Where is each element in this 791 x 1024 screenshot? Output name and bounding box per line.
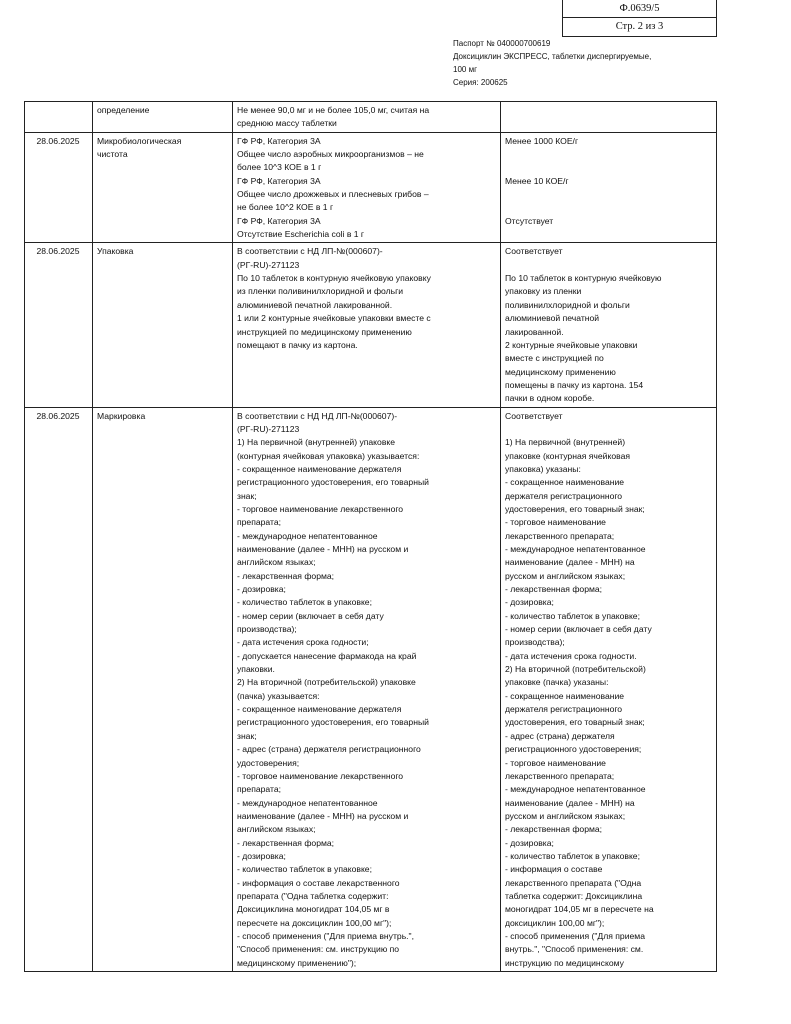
cell-text-line: - количество таблеток в упаковке;: [237, 864, 372, 875]
cell-text-line: - лекарственная форма;: [237, 837, 335, 848]
result-cell: [501, 407, 717, 971]
cell-text-line: наименование (далее - МНН) на русском и: [237, 544, 409, 554]
cell-text-line: - торговое наименование: [505, 517, 606, 528]
cell-text-line: Отсутствует: [505, 215, 554, 226]
cell-text-line: Общее число дрожжевых и плесневых грибов –: [237, 189, 429, 200]
cell-text-line: пачки в одном коробе.: [505, 393, 595, 404]
analysis-table: [24, 101, 717, 972]
cell-text-line: доксициклин 100,00 мг");: [505, 917, 605, 928]
cell-text-line: - дата истечения срока годности.: [505, 650, 637, 661]
cell-text-line: Общее число аэробных микроорганизмов – не: [237, 149, 424, 160]
cell-text-line: 2) На вторичной (потребительской): [505, 664, 646, 675]
page-counter: Стр. 2 из 3: [615, 21, 664, 32]
cell-text-line: (пачка) указывается:: [237, 690, 320, 701]
cell-text-line: из пленки поливинилхлоридной и фольги: [237, 286, 404, 297]
cell-text-line: удостоверения, его товарный знак;: [505, 503, 645, 514]
cell-text-line: "Способ применения: см. инструкцию по: [237, 944, 400, 955]
cell-text-line: таблетка содержит: Доксициклина: [505, 890, 643, 901]
series-number: Серия: 200625: [453, 78, 508, 87]
cell-text-line: ГФ РФ, Категория 3А: [237, 175, 321, 186]
cell-text-line: - торговое наименование: [505, 757, 606, 768]
cell-text-line: [505, 161, 713, 174]
table-row: [25, 407, 717, 971]
cell-text-line: - лекарственная форма;: [237, 570, 335, 581]
cell-text-line: упаковку из пленки: [505, 286, 582, 297]
passport-header: [453, 37, 713, 89]
cell-text-line: внутрь.", "Способ применения: см.: [505, 944, 644, 955]
cell-text-line: знак;: [237, 730, 257, 741]
table-row: [25, 132, 717, 243]
test-name-cell: [93, 132, 233, 243]
cell-text-line: производства);: [505, 637, 565, 648]
cell-text-line: русском и английском языках;: [505, 570, 626, 581]
cell-text-line: Отсутствие Escherichia coli в 1 г: [237, 229, 365, 240]
table-row: [25, 243, 717, 407]
cell-text-line: 1 или 2 контурные ячейковые упаковки вместе с: [237, 313, 431, 324]
form-code: Ф.0639/5: [563, 0, 716, 18]
cell-text-line: алюминиевой печатной: [505, 313, 600, 324]
cell-text-line: среднюю массу таблетки: [237, 118, 337, 129]
result-cell: [501, 243, 717, 407]
cell-text-line: лакированной.: [505, 326, 564, 337]
cell-text-line: моногидрат 104,05 мг в пересчете на: [505, 904, 654, 915]
cell-text-line: В соответствии с НД НД ЛП-№(000607)-: [237, 410, 398, 421]
cell-text-line: наименование (далее - МНН) на русском и: [237, 810, 409, 821]
cell-text-line: медицинскому применению: [505, 366, 616, 377]
cell-text-line: - сокращенное наименование держателя: [237, 463, 402, 474]
cell-text-line: упаковки.: [237, 664, 275, 675]
cell-text-line: лекарственного препарата;: [505, 770, 615, 781]
result-cell: [501, 102, 717, 133]
cell-text-line: 2) На вторичной (потребительской) упаковке: [237, 677, 416, 688]
cell-text-line: (РГ-RU)-271123: [237, 423, 300, 434]
cell-text-line: - дата истечения срока годности;: [237, 637, 369, 648]
test-name-cell: [93, 243, 233, 407]
cell-text-line: - дозировка;: [237, 584, 286, 595]
cell-text-line: - способ применения ("Для приема: [505, 930, 645, 941]
table-row: [25, 102, 717, 133]
cell-text-line: - количество таблеток в упаковке;: [505, 850, 640, 861]
cell-text-line: - адрес (страна) держателя регистрационного: [237, 744, 421, 755]
cell-text-line: - адрес (страна) держателя: [505, 730, 615, 741]
cell-text-line: упаковке (контурная ячейковая: [505, 450, 631, 461]
cell-text-line: - торговое наименование лекарственного: [237, 503, 404, 514]
cell-text-line: - сокращенное наименование держателя: [237, 704, 402, 715]
result-cell: [501, 132, 717, 243]
cell-text-line: 1) На первичной (внутренней): [505, 437, 626, 448]
cell-text-line: Микробиологическая: [97, 135, 182, 146]
cell-text-line: [505, 148, 713, 161]
cell-text-line: лекарственного препарата;: [505, 530, 615, 541]
cell-text-line: - международное непатентованное: [237, 530, 378, 541]
cell-text-line: Соответствует: [505, 410, 563, 421]
requirement-cell: [233, 407, 501, 971]
cell-text-line: удостоверения, его товарный знак;: [505, 717, 645, 728]
cell-text-line: более 10^3 КОЕ в 1 г: [237, 162, 322, 173]
cell-text-line: Не менее 90,0 мг и не более 105,0 мг, считая на: [237, 105, 430, 115]
cell-text-line: - количество таблеток в упаковке;: [237, 597, 372, 608]
requirement-cell: [233, 243, 501, 407]
cell-text-line: [505, 188, 713, 201]
cell-text-line: английском языках;: [237, 824, 316, 835]
cell-text-line: - лекарственная форма;: [505, 584, 603, 595]
cell-text-line: инструкцию по медицинскому: [505, 957, 624, 968]
product-name-line1: Доксициклин ЭКСПРЕСС, таблетки диспергируемые,: [453, 52, 652, 61]
cell-text-line: [505, 423, 713, 436]
cell-text-line: 2 контурные ячейковые упаковки: [505, 339, 638, 350]
cell-text-line: - лекарственная форма;: [505, 824, 603, 835]
cell-text-line: По 10 таблеток в контурную ячейковую упаковку: [237, 273, 431, 284]
cell-text-line: пересчете на доксициклин 100,00 мг");: [237, 917, 392, 928]
cell-text-line: [505, 201, 713, 214]
test-name-cell: [93, 407, 233, 971]
cell-text-line: поливинилхлоридной и фольги: [505, 299, 630, 310]
cell-text-line: ГФ РФ, Категория 3А: [237, 215, 321, 226]
cell-text-line: держателя регистрационного: [505, 704, 623, 715]
requirement-cell: [233, 102, 501, 133]
cell-text-line: удостоверения;: [237, 757, 300, 768]
cell-text-line: В соответствии с НД ЛП-№(000607)-: [237, 246, 383, 257]
cell-text-line: упаковке (пачка) указаны:: [505, 677, 609, 688]
cell-text-line: инструкцией по медицинскому применению: [237, 326, 412, 337]
cell-text-line: ГФ РФ, Категория 3А: [237, 135, 321, 146]
cell-text-line: регистрационного удостоверения, его товарный: [237, 717, 429, 728]
cell-text-line: Менее 1000 КОЕ/г: [505, 135, 579, 146]
cell-text-line: медицинскому применению");: [237, 957, 357, 968]
cell-text-line: производства);: [237, 624, 297, 635]
product-name-line2: 100 мг: [453, 65, 477, 74]
cell-text-line: - сокращенное наименование: [505, 477, 625, 488]
cell-text-line: - допускается нанесение фармакода на край: [237, 650, 417, 661]
test-name-cell: [93, 102, 233, 133]
cell-text-line: регистрационного удостоверения, его товарный: [237, 477, 429, 488]
cell-text-line: Маркировка: [97, 410, 146, 421]
cell-text-line: препарата;: [237, 784, 282, 795]
cell-text-line: упаковка) указаны:: [505, 463, 581, 474]
cell-text-line: Менее 10 КОЕ/г: [505, 175, 569, 186]
form-number-box: [562, 0, 717, 37]
date-cell: [25, 102, 93, 133]
cell-text-line: - номер серии (включает в себя дату: [237, 610, 384, 621]
cell-text-line: наименование (далее - МНН) на: [505, 797, 635, 808]
cell-text-line: - международное непатентованное: [505, 784, 646, 795]
cell-text-line: препарата;: [237, 517, 282, 528]
cell-text-line: - дозировка;: [237, 850, 286, 861]
cell-text-line: препарата ("Одна таблетка содержит:: [237, 890, 389, 901]
cell-text-line: 1) На первичной (внутренней) упаковке: [237, 437, 396, 448]
passport-number: Паспорт № 040000700619: [453, 39, 551, 48]
cell-text-line: - количество таблеток в упаковке;: [505, 610, 640, 621]
cell-text-line: (контурная ячейковая упаковка) указывается:: [237, 450, 420, 461]
cell-text-line: - информация о составе: [505, 864, 603, 875]
cell-text-line: - торговое наименование лекарственного: [237, 770, 404, 781]
cell-text-line: Упаковка: [97, 246, 134, 257]
cell-text-line: наименование (далее - МНН) на: [505, 557, 635, 568]
cell-text-line: - международное непатентованное: [505, 544, 646, 554]
cell-text-line: держателя регистрационного: [505, 490, 623, 501]
cell-text-line: лекарственного препарата ("Одна: [505, 877, 642, 888]
cell-text-line: - способ применения ("Для приема внутрь.",: [237, 930, 414, 941]
cell-text-line: - сокращенное наименование: [505, 690, 625, 701]
cell-text-line: определение: [97, 105, 150, 115]
cell-text-line: - международное непатентованное: [237, 797, 378, 808]
cell-text-line: не более 10^2 КОЕ в 1 г: [237, 202, 334, 213]
cell-text-line: [505, 259, 713, 272]
cell-text-line: - номер серии (включает в себя дату: [505, 624, 652, 635]
cell-text-line: вместе с инструкцией по: [505, 353, 604, 364]
cell-text-line: знак;: [237, 490, 257, 501]
cell-text-line: чистота: [97, 149, 128, 160]
cell-text-line: - дозировка;: [505, 597, 554, 608]
requirement-cell: [233, 132, 501, 243]
cell-text-line: регистрационного удостоверения;: [505, 744, 642, 755]
date-cell: 28.06.2025: [25, 243, 93, 407]
cell-text-line: - дозировка;: [505, 837, 554, 848]
cell-text-line: По 10 таблеток в контурную ячейковую: [505, 273, 662, 284]
cell-text-line: английском языках;: [237, 557, 316, 568]
cell-text-line: - информация о составе лекарственного: [237, 877, 400, 888]
cell-text-line: алюминиевой печатной лакированной.: [237, 299, 393, 310]
cell-text-line: помещают в пачку из картона.: [237, 339, 358, 350]
cell-text-line: (РГ-RU)-271123: [237, 259, 300, 270]
cell-text-line: помещены в пачку из картона. 154: [505, 379, 644, 390]
date-cell: 28.06.2025: [25, 132, 93, 243]
cell-text-line: Доксициклина моногидрат 104,05 мг в: [237, 904, 390, 915]
cell-text-line: Соответствует: [505, 246, 563, 257]
cell-text-line: русском и английском языках;: [505, 810, 626, 821]
date-cell: 28.06.2025: [25, 407, 93, 971]
